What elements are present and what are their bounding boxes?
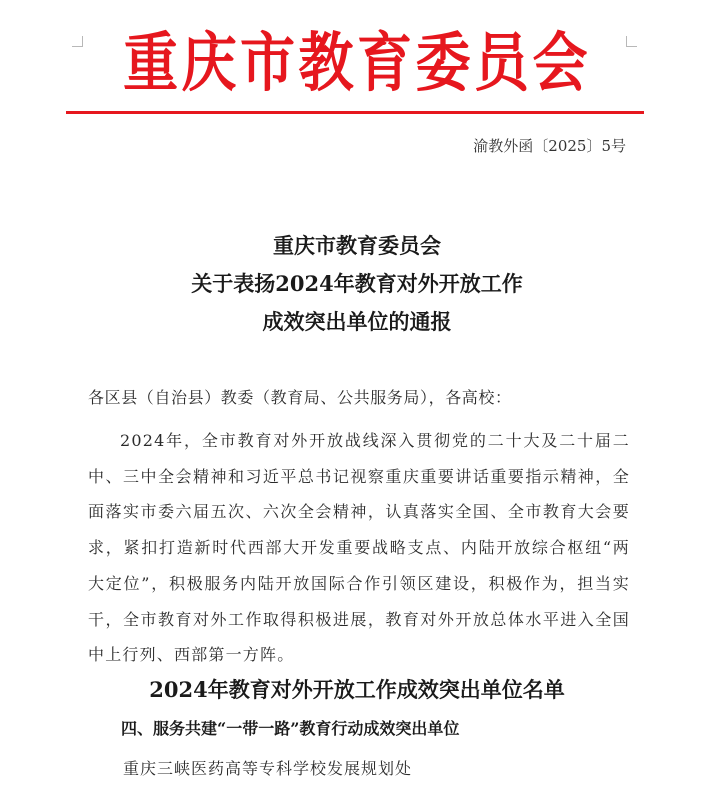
document-title [0, 227, 714, 341]
body-paragraph: 2024年，全市教育对外开放战线深入贯彻党的二十大及二十届二中、三中全会精神和习近平总书记视察重庆重要讲话重要指示精神，全面落实市委六届五次、六次全会精神，认真落实全国、全市教育大会要求，紧扣打造新时代西部大开发重要战略支点、内陆开放综合枢纽“两大定位”，积极服务内陆开放国际合作引领区建设，积极作为，担当实干，全市教育对外工作取得积极进展，教育对外开放总体水平进入全国中上行列、西部第一方阵。 [88, 431, 630, 665]
document-number: 渝教外函〔2025〕5号 [473, 137, 626, 155]
list-heading: 2024年教育对外开放工作成效突出单位名单 [149, 677, 565, 702]
salutation: 各区县（自治县）教委（教育局、公共服务局），各高校： [88, 388, 512, 407]
title-line-2: 关于表扬2024年教育对外开放工作 [191, 271, 523, 296]
list-item: 重庆三峡医药高等专科学校发展规划处 [123, 759, 413, 778]
title-line-3: 成效突出单位的通报 [262, 309, 452, 334]
title-line-1: 重庆市教育委员会 [273, 233, 441, 258]
letterhead-red-rule [66, 111, 644, 114]
section-heading: 四、服务共建“一带一路”教育行动成效突出单位 [121, 719, 460, 738]
letterhead-title: 重庆市教育委员会 [123, 26, 591, 101]
